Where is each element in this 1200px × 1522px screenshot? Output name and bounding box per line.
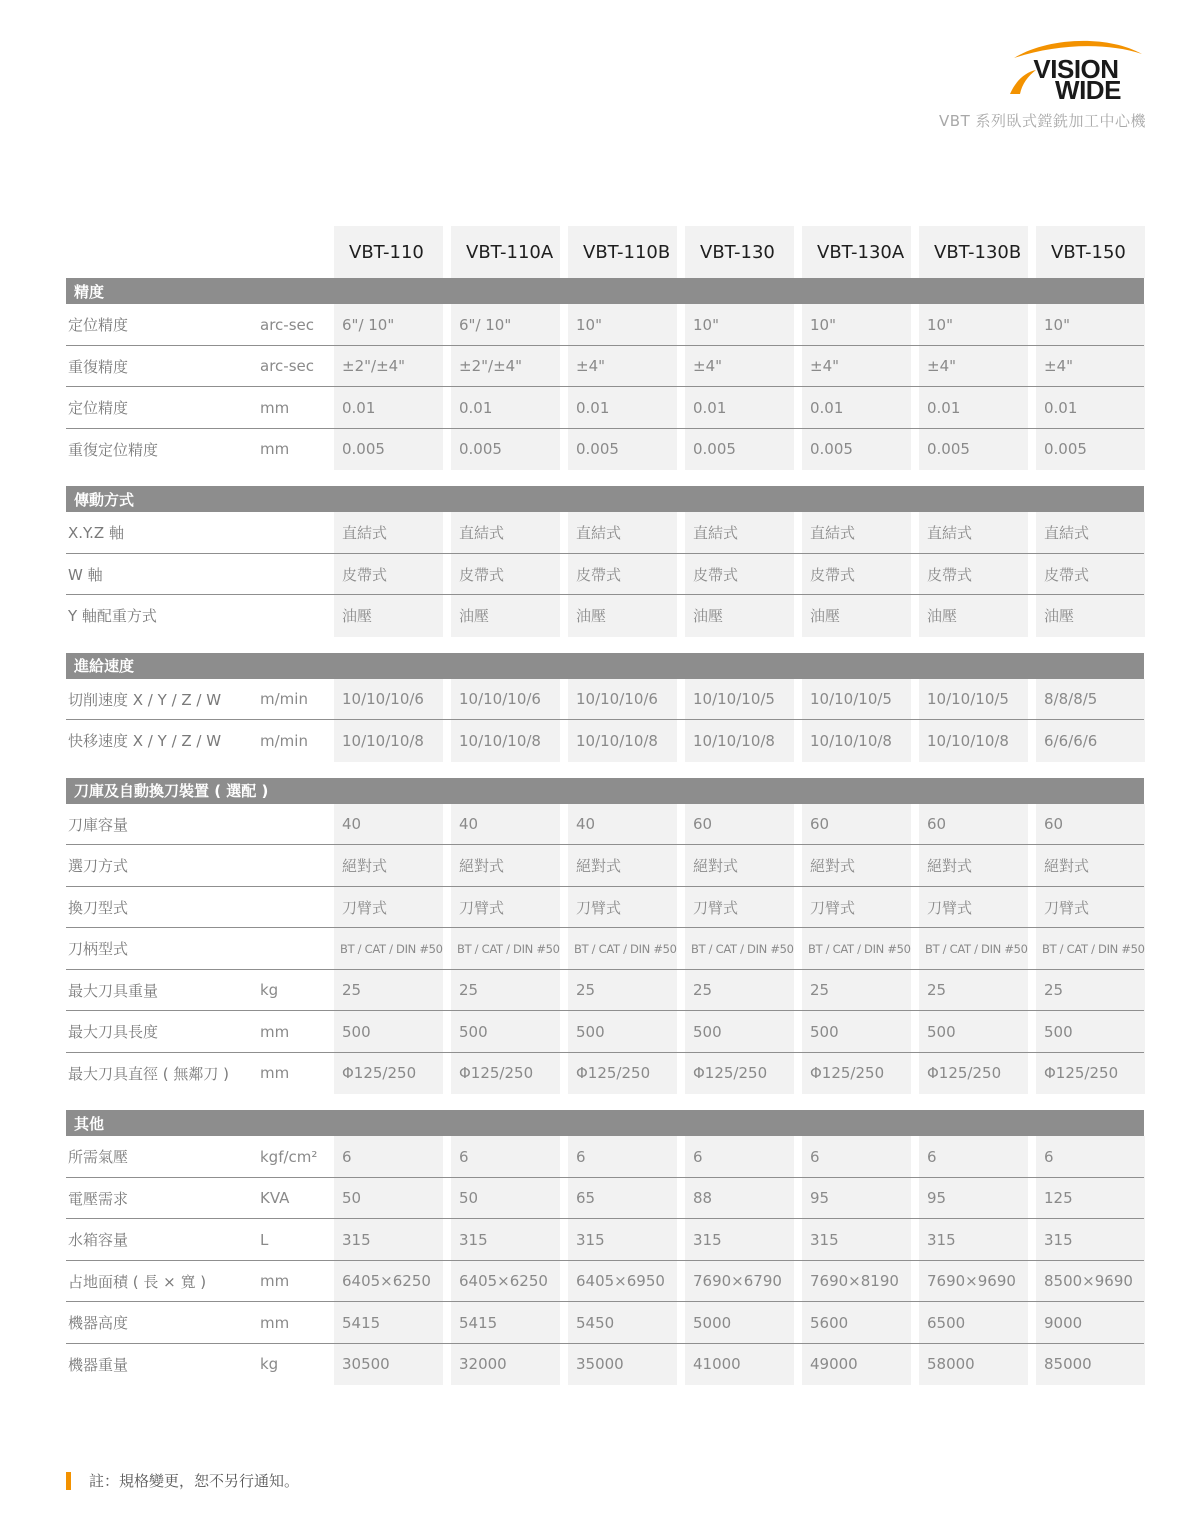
- spec-value: 刀臂式: [451, 887, 560, 929]
- spec-value: 油壓: [1036, 595, 1145, 637]
- section-header: 其他: [66, 1110, 1144, 1136]
- spec-unit: [254, 554, 334, 596]
- spec-value: 6500: [919, 1302, 1028, 1344]
- spec-value: 315: [334, 1219, 443, 1261]
- spec-table: [66, 226, 1144, 1385]
- spec-label: 機器重量: [68, 1355, 129, 1374]
- spec-value: 65: [568, 1178, 677, 1220]
- spec-row: [66, 679, 1144, 721]
- section-header: 刀庫及自動換刀裝置 ( 選配 ): [66, 778, 1144, 804]
- spec-label: X.Y.Z 軸: [68, 524, 124, 543]
- spec-value: 0.005: [451, 429, 560, 471]
- spec-value: 30500: [334, 1344, 443, 1386]
- spec-value: 25: [802, 970, 911, 1012]
- spec-value: 7690×8190: [802, 1261, 911, 1303]
- spec-value: 皮帶式: [334, 554, 443, 596]
- spec-value: 50: [451, 1178, 560, 1220]
- spec-label: 水箱容量: [68, 1231, 129, 1250]
- spec-value: 6405×6950: [568, 1261, 677, 1303]
- spec-value: 500: [919, 1011, 1028, 1053]
- spec-row: [66, 1261, 1144, 1303]
- spec-value: 油壓: [568, 595, 677, 637]
- spec-value: 皮帶式: [451, 554, 560, 596]
- spec-value: 25: [334, 970, 443, 1012]
- spec-value: 50: [334, 1178, 443, 1220]
- spec-value: 10/10/10/5: [802, 679, 911, 721]
- spec-label: 換刀型式: [68, 898, 129, 917]
- spec-value: 絕對式: [802, 845, 911, 887]
- section-gap: [66, 762, 1144, 778]
- spec-value: Φ125/250: [685, 1053, 794, 1095]
- brand-logo: [1006, 36, 1146, 102]
- spec-value: 絕對式: [451, 845, 560, 887]
- spec-row: [66, 304, 1144, 346]
- spec-row: [66, 845, 1144, 887]
- spec-value: 皮帶式: [802, 554, 911, 596]
- spec-value: 40: [568, 804, 677, 846]
- spec-value: 刀臂式: [919, 887, 1028, 929]
- spec-value: ±4": [568, 346, 677, 388]
- section-gap: [66, 470, 1144, 486]
- spec-value: 絕對式: [568, 845, 677, 887]
- spec-value: 7690×9690: [919, 1261, 1028, 1303]
- spec-unit: mm: [260, 398, 290, 417]
- section-gap: [66, 637, 1144, 653]
- spec-value: 8/8/8/5: [1036, 679, 1145, 721]
- spec-value: 10/10/10/6: [568, 679, 677, 721]
- spec-value: 6: [802, 1136, 911, 1178]
- spec-value: 10/10/10/8: [685, 720, 794, 762]
- spec-value: 0.01: [802, 387, 911, 429]
- spec-value: 0.01: [568, 387, 677, 429]
- spec-row: [66, 1136, 1144, 1178]
- spec-value: Φ125/250: [1036, 1053, 1145, 1095]
- spec-value: 41000: [685, 1344, 794, 1386]
- spec-row: [66, 1302, 1144, 1344]
- spec-value: 0.01: [451, 387, 560, 429]
- section-header: 傳動方式: [66, 486, 1144, 512]
- section-header: 精度: [66, 278, 1144, 304]
- model-header: VBT-130A: [802, 226, 911, 278]
- spec-unit: mm: [260, 1313, 290, 1332]
- spec-value: 500: [685, 1011, 794, 1053]
- spec-label: 最大刀具直徑 ( 無鄰刀 ): [68, 1064, 230, 1083]
- spec-value: 9000: [1036, 1302, 1145, 1344]
- spec-value: 刀臂式: [1036, 887, 1145, 929]
- spec-value: 10": [1036, 304, 1145, 346]
- spec-label: 定位精度: [68, 316, 129, 335]
- model-header: VBT-130B: [919, 226, 1028, 278]
- spec-value: 6"/ 10": [451, 304, 560, 346]
- spec-value: 6405×6250: [451, 1261, 560, 1303]
- spec-value: Φ125/250: [451, 1053, 560, 1095]
- spec-value: 6"/ 10": [334, 304, 443, 346]
- spec-row: [66, 1053, 1144, 1095]
- spec-value: 500: [568, 1011, 677, 1053]
- spec-value: Φ125/250: [919, 1053, 1028, 1095]
- spec-label: 定位精度: [68, 399, 129, 418]
- spec-value: 0.005: [1036, 429, 1145, 471]
- spec-label: 占地面積 ( 長 × 寬 ): [68, 1272, 207, 1291]
- spec-value: 10": [568, 304, 677, 346]
- spec-value: 5000: [685, 1302, 794, 1344]
- spec-value: 125: [1036, 1178, 1145, 1220]
- spec-value: 10/10/10/5: [685, 679, 794, 721]
- spec-value: 0.01: [1036, 387, 1145, 429]
- spec-value: 315: [919, 1219, 1028, 1261]
- spec-unit: kg: [260, 1355, 279, 1374]
- spec-unit: [254, 845, 334, 887]
- header-spacer: [66, 226, 334, 278]
- spec-value: 60: [919, 804, 1028, 846]
- spec-value: 95: [802, 1178, 911, 1220]
- spec-label: 重復定位精度: [68, 440, 159, 459]
- model-header: VBT-150: [1036, 226, 1145, 278]
- spec-value: 刀臂式: [568, 887, 677, 929]
- spec-unit: mm: [260, 1022, 290, 1041]
- spec-label: 所需氣壓: [68, 1148, 129, 1167]
- spec-value: 10/10/10/8: [802, 720, 911, 762]
- spec-value: 60: [1036, 804, 1145, 846]
- spec-value: 直結式: [919, 512, 1028, 554]
- spec-value: 35000: [568, 1344, 677, 1386]
- note-text: 註：規格變更，恕不另行通知。: [89, 1472, 300, 1490]
- spec-row: [66, 1011, 1144, 1053]
- spec-value: 10": [802, 304, 911, 346]
- spec-value: 5415: [334, 1302, 443, 1344]
- spec-value: 7690×6790: [685, 1261, 794, 1303]
- spec-value: 315: [568, 1219, 677, 1261]
- spec-row: [66, 1178, 1144, 1220]
- spec-unit: m/min: [260, 690, 308, 709]
- spec-value: 500: [334, 1011, 443, 1053]
- model-header: VBT-110: [334, 226, 443, 278]
- spec-value: 315: [802, 1219, 911, 1261]
- spec-value: ±4": [1036, 346, 1145, 388]
- spec-value: 6405×6250: [334, 1261, 443, 1303]
- spec-value: 85000: [1036, 1344, 1145, 1386]
- spec-value: 58000: [919, 1344, 1028, 1386]
- spec-value: BT / CAT / DIN #50: [802, 928, 911, 970]
- spec-value: 25: [451, 970, 560, 1012]
- spec-value: 25: [568, 970, 677, 1012]
- section-gap: [66, 1094, 1144, 1110]
- spec-value: 10/10/10/6: [334, 679, 443, 721]
- spec-label: 最大刀具重量: [68, 981, 159, 1000]
- spec-value: 皮帶式: [568, 554, 677, 596]
- spec-label: 切削速度 X / Y / Z / W: [68, 690, 222, 709]
- spec-value: 25: [685, 970, 794, 1012]
- spec-value: 315: [685, 1219, 794, 1261]
- spec-value: 60: [802, 804, 911, 846]
- spec-value: 0.01: [334, 387, 443, 429]
- spec-value: 絕對式: [1036, 845, 1145, 887]
- spec-value: BT / CAT / DIN #50: [685, 928, 794, 970]
- spec-value: Φ125/250: [802, 1053, 911, 1095]
- spec-row: [66, 1344, 1144, 1386]
- spec-value: 6: [1036, 1136, 1145, 1178]
- spec-value: 皮帶式: [919, 554, 1028, 596]
- spec-label: 刀庫容量: [68, 815, 129, 834]
- spec-unit: [254, 595, 334, 637]
- spec-value: 皮帶式: [1036, 554, 1145, 596]
- spec-value: 0.005: [568, 429, 677, 471]
- spec-unit: [254, 928, 334, 970]
- spec-value: 10": [685, 304, 794, 346]
- spec-value: 5450: [568, 1302, 677, 1344]
- spec-value: 8500×9690: [1036, 1261, 1145, 1303]
- spec-row: [66, 554, 1144, 596]
- spec-row: [66, 512, 1144, 554]
- spec-row: [66, 970, 1144, 1012]
- spec-value: ±4": [802, 346, 911, 388]
- spec-value: 0.01: [685, 387, 794, 429]
- spec-value: Φ125/250: [568, 1053, 677, 1095]
- spec-label: 機器高度: [68, 1314, 129, 1333]
- spec-value: 88: [685, 1178, 794, 1220]
- spec-value: BT / CAT / DIN #50: [334, 928, 443, 970]
- spec-value: 10": [919, 304, 1028, 346]
- spec-value: 刀臂式: [334, 887, 443, 929]
- spec-value: 6: [919, 1136, 1028, 1178]
- model-header: VBT-130: [685, 226, 794, 278]
- spec-unit: [254, 887, 334, 929]
- spec-row: [66, 887, 1144, 929]
- spec-row: [66, 804, 1144, 846]
- spec-value: 5600: [802, 1302, 911, 1344]
- spec-value: ±4": [685, 346, 794, 388]
- spec-value: 直結式: [1036, 512, 1145, 554]
- note-accent-bar: [66, 1472, 71, 1490]
- spec-value: Φ125/250: [334, 1053, 443, 1095]
- spec-value: 油壓: [802, 595, 911, 637]
- spec-row: [66, 387, 1144, 429]
- footnote: [66, 1470, 299, 1491]
- spec-row: [66, 429, 1144, 471]
- spec-value: 315: [1036, 1219, 1145, 1261]
- spec-value: BT / CAT / DIN #50: [1036, 928, 1145, 970]
- spec-value: 32000: [451, 1344, 560, 1386]
- spec-value: 6: [568, 1136, 677, 1178]
- spec-unit: kgf/cm²: [260, 1147, 318, 1166]
- spec-label: 快移速度 X / Y / Z / W: [68, 732, 222, 751]
- spec-value: 0.005: [334, 429, 443, 471]
- model-header: VBT-110A: [451, 226, 560, 278]
- spec-label: W 軸: [68, 565, 103, 584]
- spec-value: BT / CAT / DIN #50: [568, 928, 677, 970]
- spec-label: 最大刀具長度: [68, 1023, 159, 1042]
- spec-value: 49000: [802, 1344, 911, 1386]
- spec-value: 0.005: [919, 429, 1028, 471]
- spec-unit: m/min: [260, 731, 308, 750]
- spec-value: ±4": [919, 346, 1028, 388]
- spec-value: 500: [1036, 1011, 1145, 1053]
- spec-unit: [254, 512, 334, 554]
- spec-value: 0.005: [802, 429, 911, 471]
- spec-value: 40: [334, 804, 443, 846]
- spec-label: 電壓需求: [68, 1189, 129, 1208]
- model-header: VBT-110B: [568, 226, 677, 278]
- spec-unit: arc-sec: [260, 357, 314, 376]
- spec-value: 10/10/10/8: [919, 720, 1028, 762]
- spec-value: ±2"/±4": [451, 346, 560, 388]
- spec-unit: arc-sec: [260, 315, 314, 334]
- spec-value: 直結式: [451, 512, 560, 554]
- spec-value: 油壓: [451, 595, 560, 637]
- spec-unit: [254, 804, 334, 846]
- spec-value: BT / CAT / DIN #50: [451, 928, 560, 970]
- logo-line2: WIDE: [1055, 75, 1121, 102]
- spec-unit: mm: [260, 1272, 290, 1291]
- spec-row: [66, 928, 1144, 970]
- spec-value: 60: [685, 804, 794, 846]
- spec-label: 選刀方式: [68, 857, 129, 876]
- spec-unit: kg: [260, 981, 279, 1000]
- spec-value: BT / CAT / DIN #50: [919, 928, 1028, 970]
- spec-value: 10/10/10/8: [568, 720, 677, 762]
- model-header-row: [66, 226, 1144, 278]
- spec-value: 6: [451, 1136, 560, 1178]
- spec-value: 5415: [451, 1302, 560, 1344]
- spec-label: 刀柄型式: [68, 940, 129, 959]
- spec-row: [66, 346, 1144, 388]
- spec-value: ±2"/±4": [334, 346, 443, 388]
- spec-value: 315: [451, 1219, 560, 1261]
- spec-value: 40: [451, 804, 560, 846]
- spec-value: 6: [685, 1136, 794, 1178]
- section-header: 進給速度: [66, 653, 1144, 679]
- spec-value: 10/10/10/8: [334, 720, 443, 762]
- spec-value: 油壓: [685, 595, 794, 637]
- spec-value: 6: [334, 1136, 443, 1178]
- spec-value: 10/10/10/8: [451, 720, 560, 762]
- spec-sections: [66, 278, 1144, 1385]
- spec-value: 0.005: [685, 429, 794, 471]
- spec-value: 500: [802, 1011, 911, 1053]
- series-subtitle: VBT 系列臥式鏜銑加工中心機: [939, 112, 1146, 130]
- spec-value: 0.01: [919, 387, 1028, 429]
- spec-label: 重復精度: [68, 357, 129, 376]
- spec-value: 6/6/6/6: [1036, 720, 1145, 762]
- spec-value: 直結式: [568, 512, 677, 554]
- spec-unit: mm: [260, 440, 290, 459]
- spec-unit: mm: [260, 1064, 290, 1083]
- vision-wide-logo-icon: [1006, 36, 1146, 102]
- spec-value: 直結式: [802, 512, 911, 554]
- spec-value: 油壓: [919, 595, 1028, 637]
- spec-unit: KVA: [260, 1189, 290, 1208]
- spec-label: Y 軸配重方式: [68, 607, 157, 626]
- spec-unit: L: [260, 1230, 269, 1249]
- spec-value: 絕對式: [334, 845, 443, 887]
- spec-value: 25: [1036, 970, 1145, 1012]
- spec-value: 絕對式: [919, 845, 1028, 887]
- spec-value: 95: [919, 1178, 1028, 1220]
- logo-line1: VISION: [1033, 54, 1119, 84]
- spec-row: [66, 595, 1144, 637]
- spec-value: 刀臂式: [802, 887, 911, 929]
- spec-value: 500: [451, 1011, 560, 1053]
- spec-row: [66, 1219, 1144, 1261]
- spec-value: 油壓: [334, 595, 443, 637]
- spec-value: 皮帶式: [685, 554, 794, 596]
- spec-value: 直結式: [334, 512, 443, 554]
- spec-value: 10/10/10/6: [451, 679, 560, 721]
- spec-value: 25: [919, 970, 1028, 1012]
- spec-row: [66, 720, 1144, 762]
- spec-value: 絕對式: [685, 845, 794, 887]
- spec-value: 10/10/10/5: [919, 679, 1028, 721]
- spec-value: 直結式: [685, 512, 794, 554]
- spec-value: 刀臂式: [685, 887, 794, 929]
